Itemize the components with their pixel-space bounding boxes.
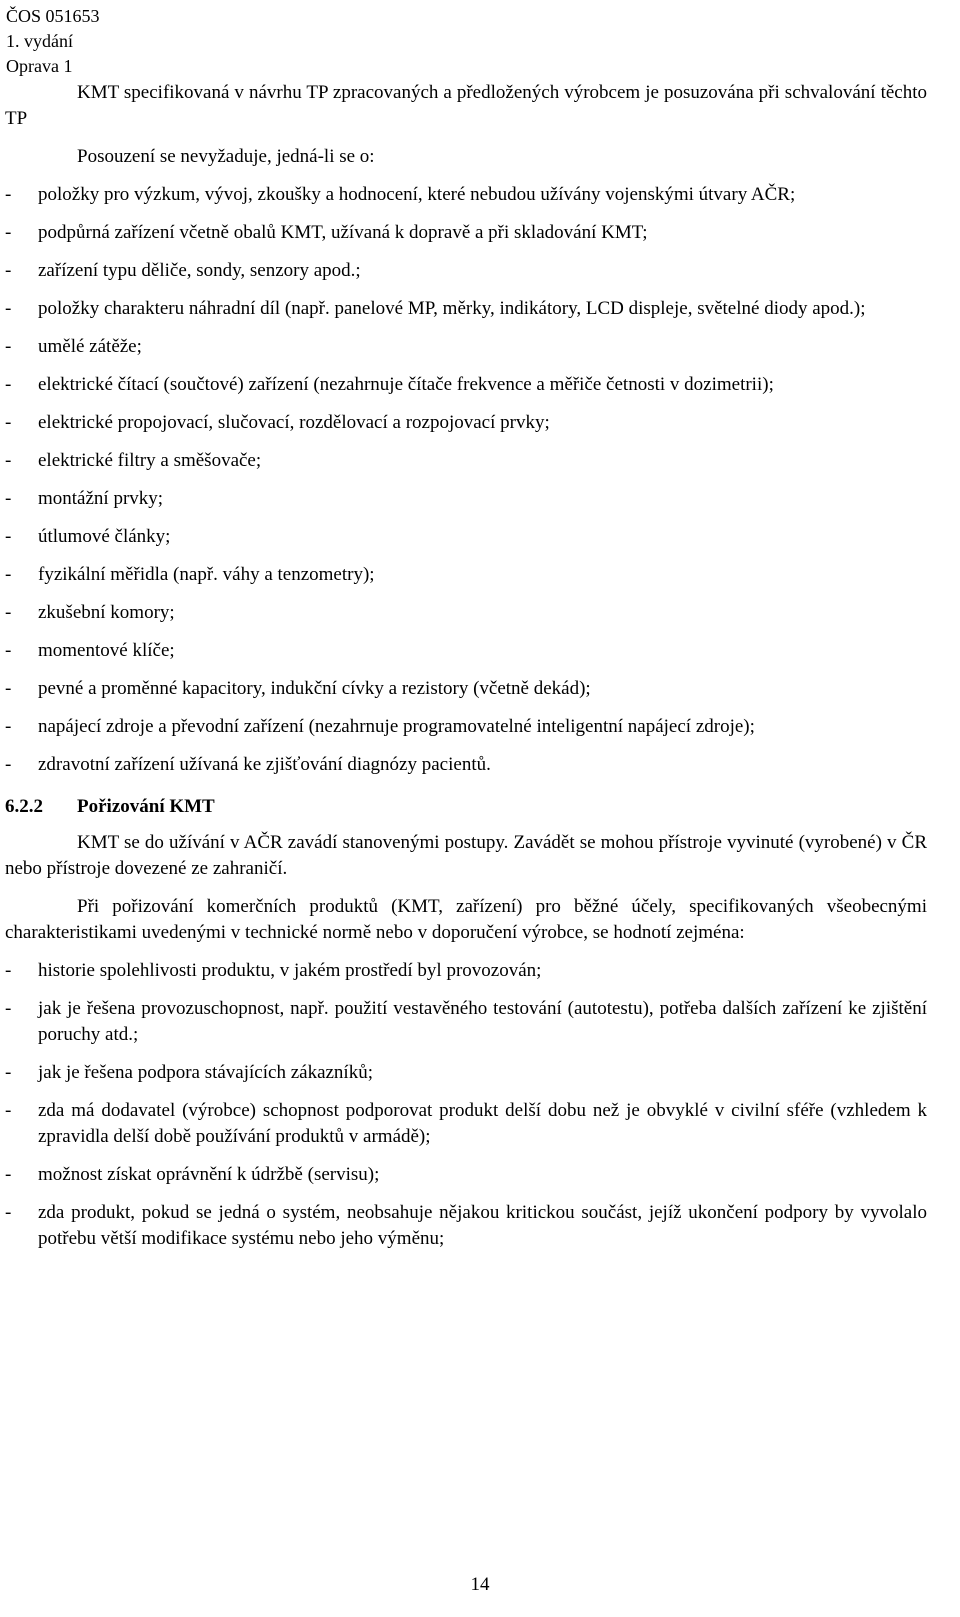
list-bullet: -	[5, 1062, 12, 1083]
list-item	[5, 296, 927, 322]
list-item	[5, 1200, 927, 1252]
list-item-text: montážní prvky;	[38, 488, 164, 509]
list-item-text: zda produkt, pokud se jedná o systém, neobsahuje nějakou kritickou součást, jejíž ukončení podpory by vyvolalo potřebu větší modifikace systému nebo jeho výměnu;	[38, 1202, 927, 1249]
list-bullet: -	[5, 488, 12, 509]
amendment-label: Oprava 1	[6, 56, 73, 76]
list-item-text: zdravotní zařízení užívaná ke zjišťování diagnózy pacientů.	[38, 754, 491, 775]
list-item	[5, 524, 927, 550]
list-bullet: -	[5, 184, 12, 205]
list-bullet: -	[5, 526, 12, 547]
list-bullet: -	[5, 260, 12, 281]
list-item	[5, 1060, 927, 1086]
list-bullet: -	[5, 602, 12, 623]
list-item	[5, 448, 927, 474]
list-bullet: -	[5, 450, 12, 471]
list-item	[5, 334, 927, 360]
edition-label: 1. vydání	[6, 31, 73, 51]
list-bullet: -	[5, 374, 12, 395]
list-item	[5, 220, 927, 246]
list-bullet: -	[5, 564, 12, 585]
section-paragraph: Při pořizování komerčních produktů (KMT, zařízení) pro běžné účely, specifikovaných všeobecnými charakteristikami uvedenými v technické normě nebo v doporučení výrobce, se hodnotí zejména:	[5, 896, 927, 943]
list-item-text: elektrické čítací (součtové) zařízení (nezahrnuje čítače frekvence a měřiče četnosti v dozimetrii);	[38, 374, 774, 395]
list-item-text: útlumové články;	[38, 526, 171, 547]
list-item-text: jak je řešena podpora stávajících zákazníků;	[38, 1062, 373, 1083]
intro-paragraph: KMT specifikovaná v návrhu TP zpracovaných a předložených výrobcem je posuzována při schvalování těchto TP	[5, 82, 927, 129]
list-bullet: -	[5, 222, 12, 243]
list-bullet: -	[5, 1100, 12, 1121]
list-item-text: elektrické propojovací, slučovací, rozdělovací a rozpojovací prvky;	[38, 412, 550, 433]
list-item-text: historie spolehlivosti produktu, v jakém prostředí byl provozován;	[38, 960, 542, 981]
list-item-text: elektrické filtry a směšovače;	[38, 450, 262, 471]
list-bullet: -	[5, 1164, 12, 1185]
list-item-text: zkušební komory;	[38, 602, 175, 623]
list-item-text: umělé zátěže;	[38, 336, 142, 357]
list-bullet: -	[5, 678, 12, 699]
list-bullet: -	[5, 716, 12, 737]
list-bullet: -	[5, 754, 12, 775]
list-item	[5, 996, 927, 1048]
page-number: 14	[470, 1574, 490, 1595]
list-bullet: -	[5, 960, 12, 981]
list-item	[5, 1098, 927, 1150]
list-item	[5, 562, 927, 588]
exemption-lead: Posouzení se nevyžaduje, jedná-li se o:	[77, 146, 375, 167]
list-item-text: zařízení typu děliče, sondy, senzory apod.;	[38, 260, 361, 281]
list-item-text: pevné a proměnné kapacitory, indukční cívky a rezistory (včetně dekád);	[38, 678, 591, 699]
list-bullet: -	[5, 336, 12, 357]
list-item	[5, 752, 927, 778]
list-item	[5, 676, 927, 702]
list-item	[5, 958, 927, 984]
list-bullet: -	[5, 1202, 12, 1223]
list-item	[5, 182, 927, 208]
section-heading	[5, 794, 927, 820]
list-item-text: položky charakteru náhradní díl (např. panelové MP, měrky, indikátory, LCD displeje, světelné diody apod.);	[38, 298, 866, 319]
list-item-text: zda má dodavatel (výrobce) schopnost podporovat produkt delší dobu než je obvyklé v civilní sféře (vzhledem k zpravidla delší době používání produktů v armádě);	[38, 1100, 927, 1147]
list-item	[5, 638, 927, 664]
exemption-list	[5, 182, 927, 778]
list-bullet: -	[5, 998, 12, 1019]
list-item	[5, 372, 927, 398]
section-paragraph: KMT se do užívání v AČR zavádí stanovenými postupy. Zavádět se mohou přístroje vyvinuté (vyrobené) v ČR nebo přístroje dovezené ze zahraničí.	[5, 832, 927, 879]
document-header	[6, 4, 100, 79]
standard-id: ČOS 051653	[6, 6, 100, 26]
evaluation-list	[5, 958, 927, 1252]
list-item-text: jak je řešena provozuschopnost, např. použití vestavěného testování (autotestu), potřeba dalších zařízení ke zjištění poruchy atd.;	[38, 998, 927, 1045]
list-item-text: momentové klíče;	[38, 640, 175, 661]
list-item	[5, 1162, 927, 1188]
list-item	[5, 410, 927, 436]
document-body	[5, 80, 927, 1264]
list-bullet: -	[5, 412, 12, 433]
list-item-text: možnost získat oprávnění k údržbě (servisu);	[38, 1164, 380, 1185]
list-bullet: -	[5, 640, 12, 661]
list-bullet: -	[5, 298, 12, 319]
list-item-text: položky pro výzkum, vývoj, zkoušky a hodnocení, které nebudou užívány vojenskými útvary AČR;	[38, 184, 796, 205]
list-item	[5, 486, 927, 512]
list-item-text: fyzikální měřidla (např. váhy a tenzometry);	[38, 564, 375, 585]
list-item	[5, 714, 927, 740]
section-number: 6.2.2	[5, 796, 43, 817]
list-item-text: napájecí zdroje a převodní zařízení (nezahrnuje programovatelné inteligentní napájecí zdroje);	[38, 716, 755, 737]
section-title: Pořizování KMT	[77, 796, 215, 817]
list-item	[5, 600, 927, 626]
list-item-text: podpůrná zařízení včetně obalů KMT, užívaná k dopravě a při skladování KMT;	[38, 222, 648, 243]
list-item	[5, 258, 927, 284]
